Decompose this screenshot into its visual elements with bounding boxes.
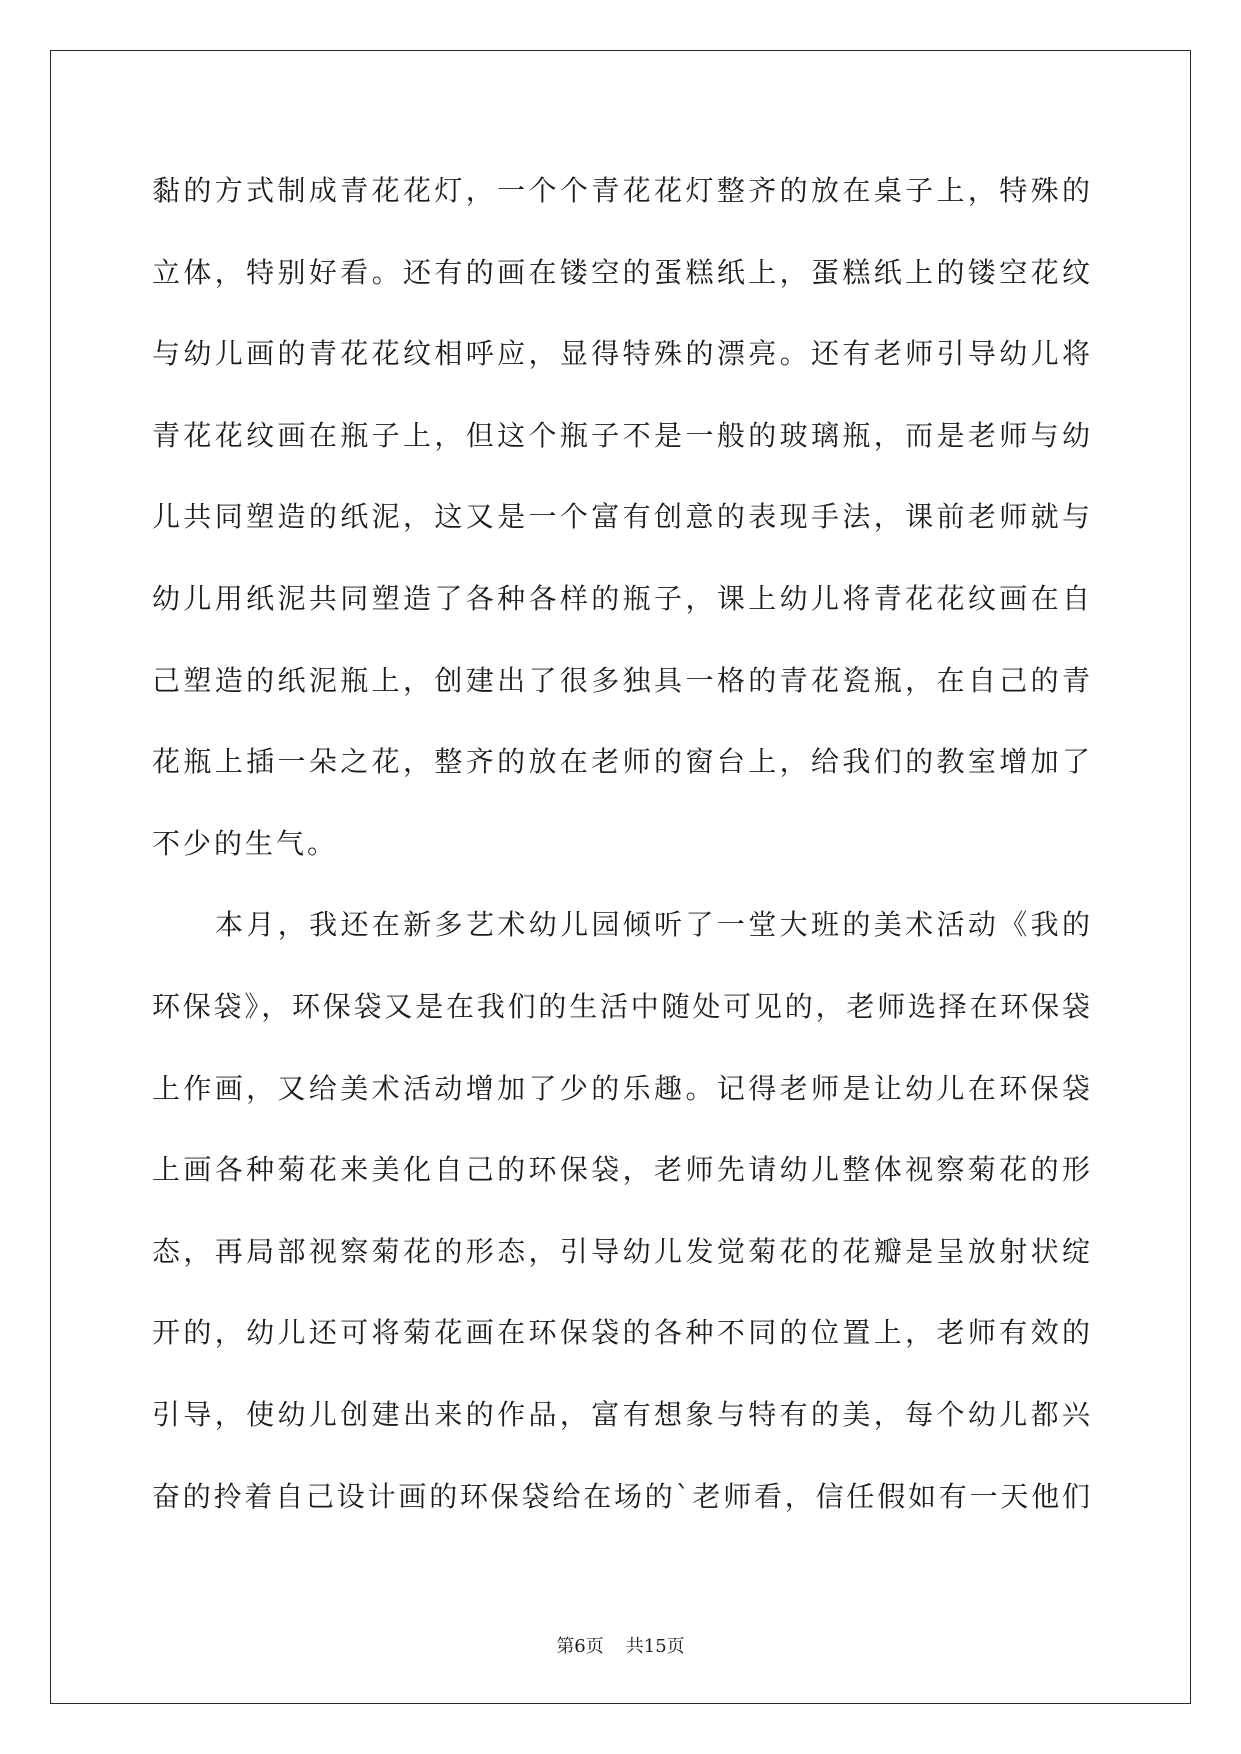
- text-line: 上画各种菊花来美化自己的环保袋，老师先请幼儿整体视察菊花的形: [152, 1153, 1090, 1187]
- page-number: 第6页: [556, 1636, 604, 1657]
- text-line: 立体，特别好看。还有的画在镂空的蛋糕纸上，蛋糕纸上的镂空花纹: [152, 255, 1090, 289]
- text-line: 儿共同塑造的纸泥，这又是一个富有创意的表现手法，课前老师就与: [152, 500, 1090, 534]
- text-line: 引导，使幼儿创建出来的作品，富有想象与特有的美，每个幼儿都兴: [152, 1397, 1090, 1431]
- text-line: 本月，我还在新多艺术幼儿园倾听了一堂大班的美术活动《我的: [215, 908, 1090, 942]
- text-line: 幼儿用纸泥共同塑造了各种各样的瓶子，课上幼儿将青花花纹画在自: [152, 581, 1090, 615]
- text-line: 与幼儿画的青花花纹相呼应，显得特殊的漂亮。还有老师引导幼儿将: [152, 337, 1090, 371]
- page-footer: [0, 1635, 1241, 1659]
- text-line: 黏的方式制成青花花灯，一个个青花花灯整齐的放在桌子上，特殊的: [152, 174, 1090, 207]
- body-text: [152, 150, 1090, 1537]
- text-line: 花瓶上插一朵之花，整齐的放在老师的窗台上，给我们的教室增加了: [152, 745, 1090, 779]
- paragraph: [152, 884, 1090, 1537]
- text-line: 环保袋》，环保袋又是在我们的生活中随处可见的，老师选择在环保袋: [152, 989, 1090, 1023]
- text-line: 青花花纹画在瓶子上，但这个瓶子不是一般的玻璃瓶，而是老师与幼: [152, 418, 1090, 452]
- page-total: 共15页: [625, 1636, 685, 1657]
- text-line: 开的，幼儿还可将菊花画在环保袋的各种不同的位置上，老师有效的: [152, 1316, 1090, 1350]
- text-line: 不少的生气。: [152, 826, 339, 860]
- text-line: 态，再局部视察菊花的形态，引导幼儿发觉菊花的花瓣是呈放射状绽: [152, 1234, 1090, 1268]
- text-line: 奋的拎着自己设计画的环保袋给在场的`老师看，信任假如有一天他们: [152, 1479, 1090, 1513]
- paragraph: [152, 150, 1090, 884]
- text-line: 上作画，又给美术活动增加了少的乐趣。记得老师是让幼儿在环保袋: [152, 1071, 1090, 1105]
- text-line: 己塑造的纸泥瓶上，创建出了很多独具一格的青花瓷瓶，在自己的青: [152, 663, 1090, 697]
